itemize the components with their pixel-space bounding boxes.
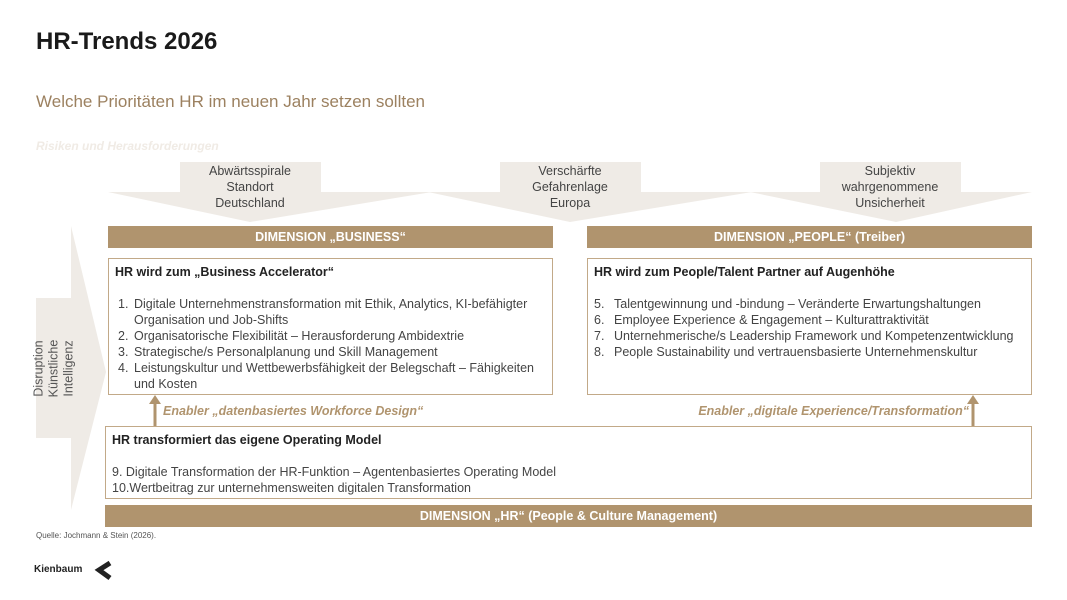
business-box: HR wird zum „Business Accelerator“ 1. Digitale Unternehmenstransformation mit Ethik, Analytics, KI-befähigter Organisation und Job-Shifts 2. Organisatorische Flexibilität – Herausforderung Ambidextrie 3. Strategische/s Personalplanung und Skill Management 4. Leistungskultur und Wettbewerbsfähigkeit der Belegschaft – Fähigkeiten und Kosten	[108, 258, 553, 395]
enabler-left: Enabler „datenbasiertes Workforce Design“	[163, 404, 424, 418]
page-subtitle: Welche Prioritäten HR im neuen Jahr setzen sollten	[36, 92, 425, 111]
arrow-up-icon	[967, 395, 979, 404]
risks-label: Risiken und Herausforderungen	[36, 139, 219, 153]
risk-2: Verschärfte Gefahrenlage Europa	[532, 164, 608, 210]
dimension-people-bar: DIMENSION „PEOPLE“ (Treiber)	[587, 226, 1032, 248]
arrow-up-icon	[149, 395, 161, 404]
page-title: HR-Trends 2026	[36, 28, 218, 55]
kienbaum-logo-icon	[92, 560, 116, 582]
side-arrow-label: Disruption Künstliche Intelligenz	[31, 339, 75, 397]
enabler-right: Enabler „digitale Experience/Transformation“	[698, 404, 969, 418]
source-note: Quelle: Jochmann & Stein (2026).	[36, 531, 157, 540]
dimension-business-bar: DIMENSION „BUSINESS“	[108, 226, 553, 248]
people-box: HR wird zum People/Talent Partner auf Augenhöhe 5. Talentgewinnung und -bindung – Veränderte Erwartungshaltungen 6. Employee Experience & Engagement – Kulturattraktivität 7. Unternehmerische/s Leadership Framework und Kompetenzentwicklung 8. People Sustainability und vertrauensbasierte Unternehmenskultur	[587, 258, 1032, 395]
risk-1: Abwärtsspirale Standort Deutschland	[209, 164, 291, 210]
risk-3: Subjektiv wahrgenommene Unsicherheit	[841, 164, 939, 210]
dimension-hr-bar: DIMENSION „HR“ (People & Culture Management)	[105, 505, 1032, 527]
hr-box: HR transformiert das eigene Operating Model 9. Digitale Transformation der HR-Funktion – Agentenbasiertes Operating Model 10.Wertbeitrag zur unternehmensweiten digitalen Transformation	[105, 426, 1032, 499]
logo-text: Kienbaum	[34, 564, 83, 575]
